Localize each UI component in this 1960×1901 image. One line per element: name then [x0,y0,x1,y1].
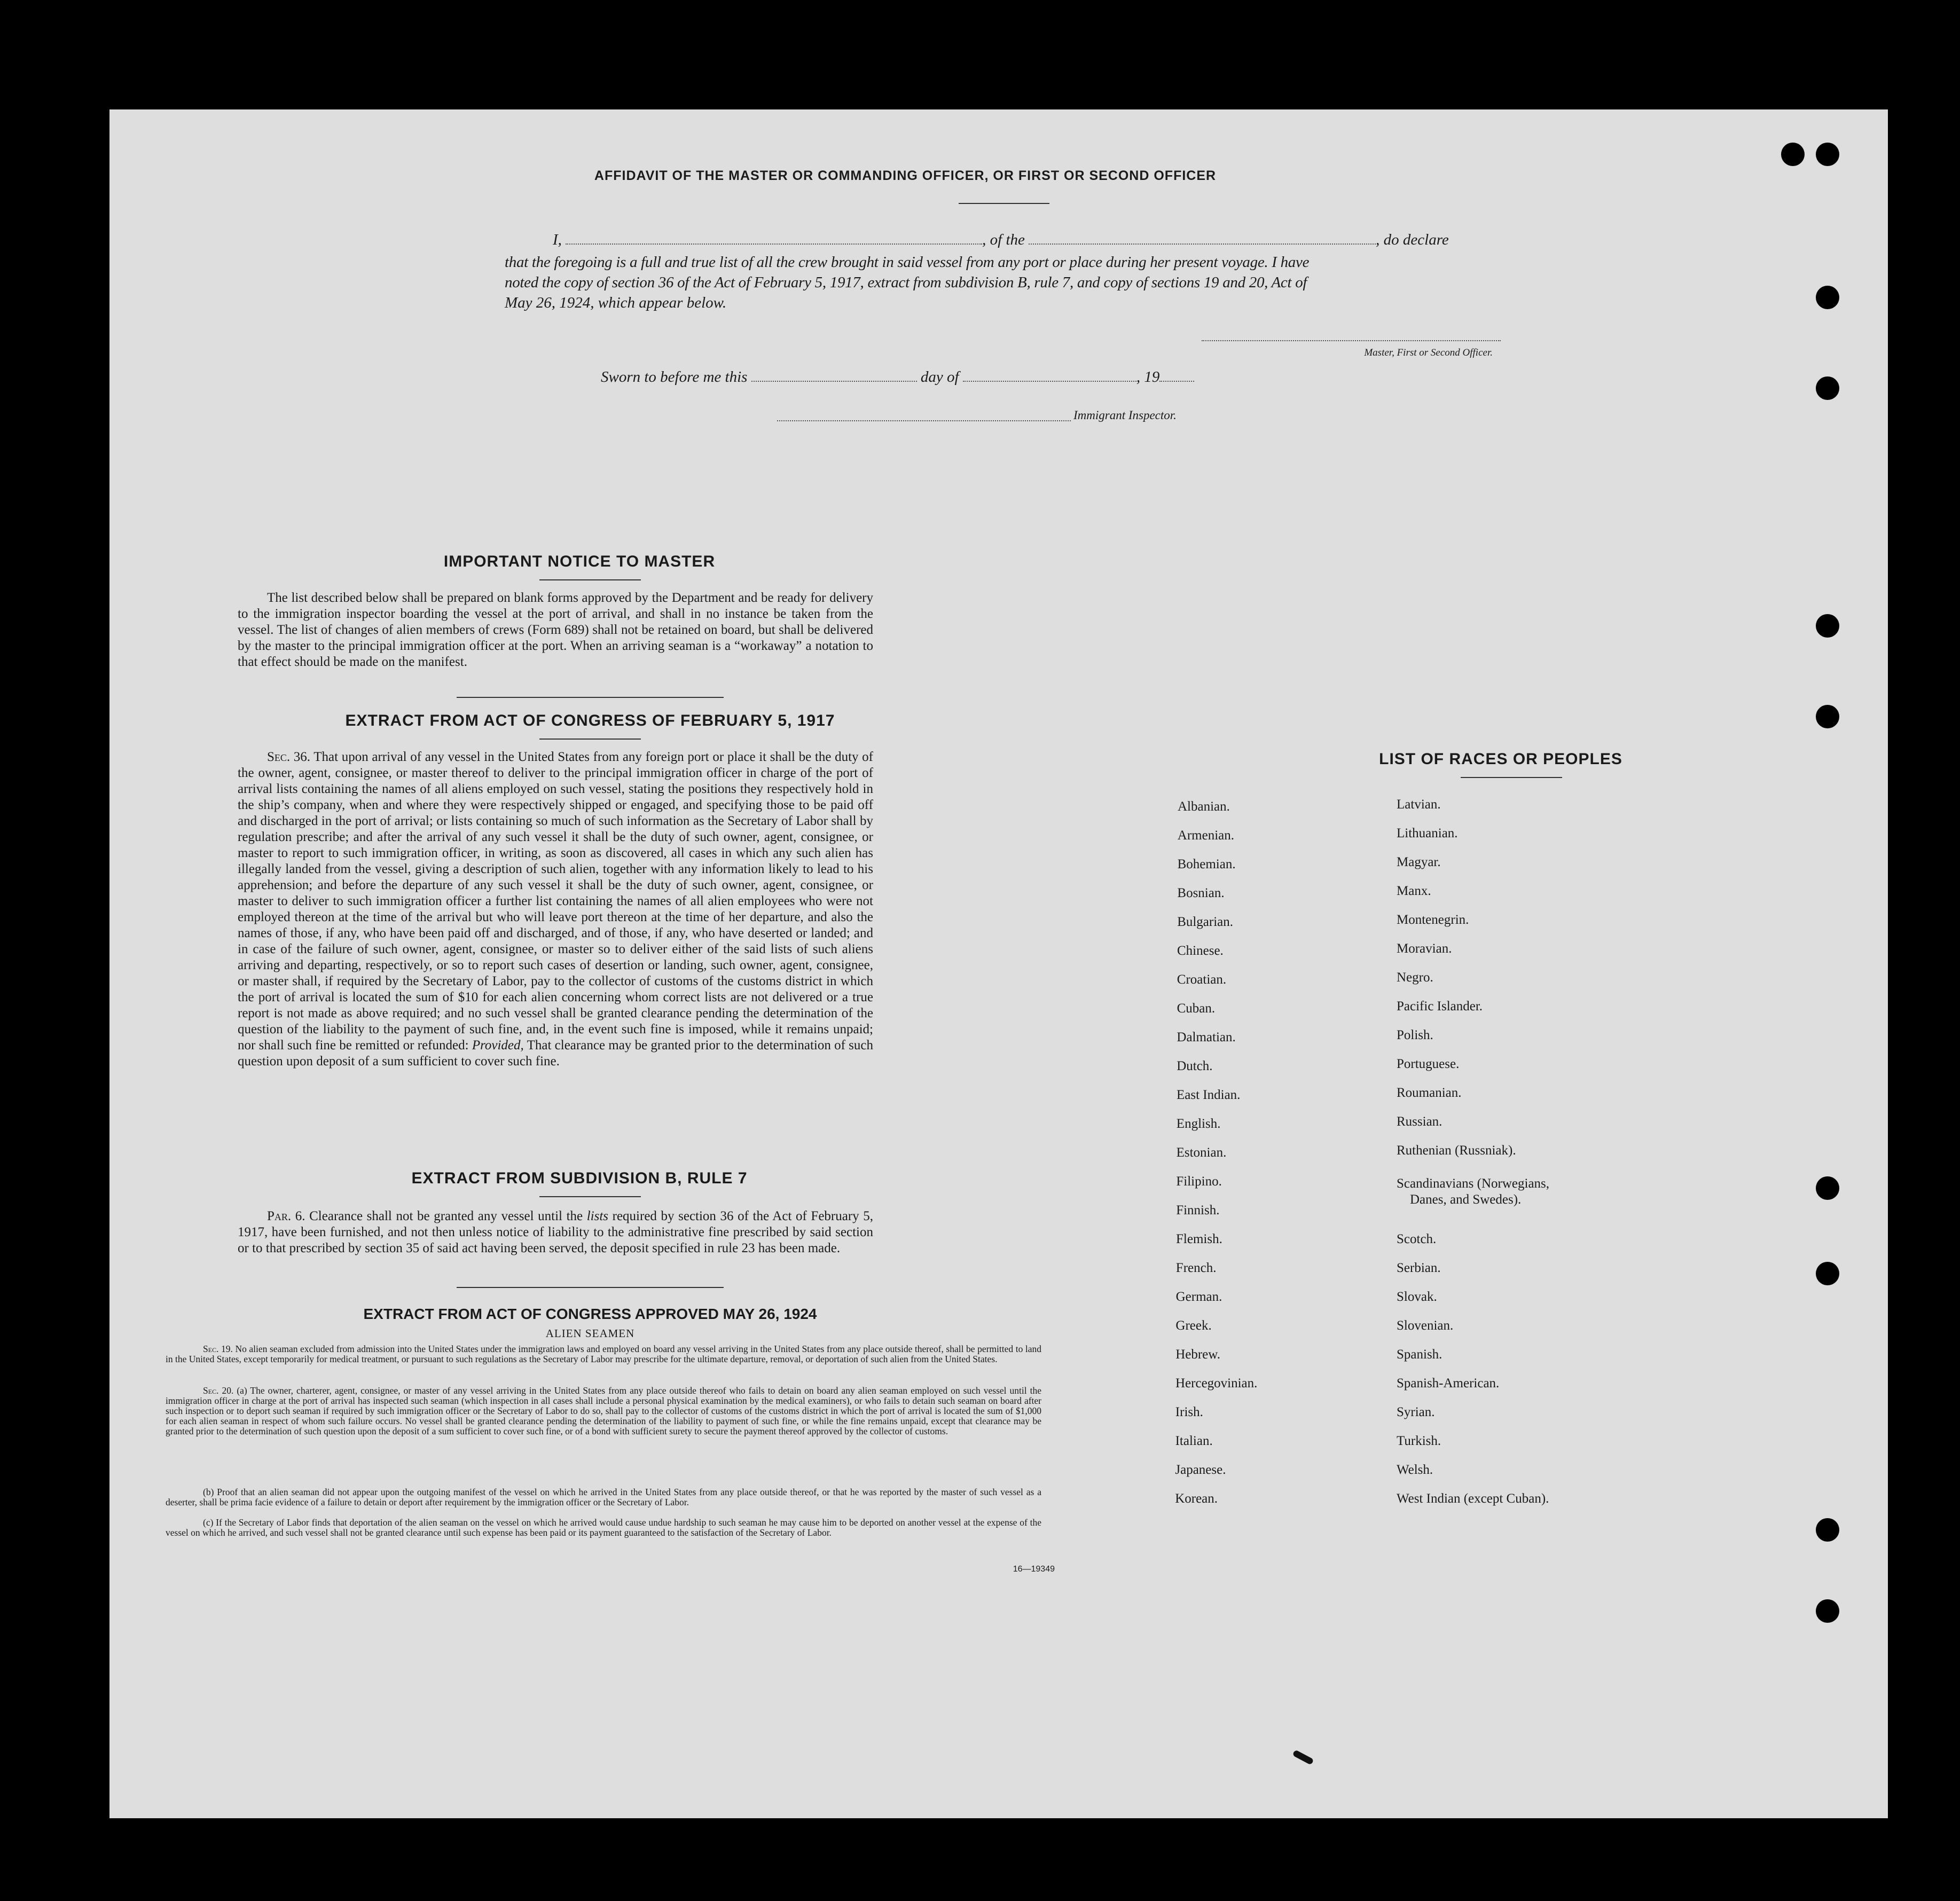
race-item: Slovenian. [1397,1318,1454,1333]
race-item: Montenegrin. [1397,913,1469,927]
race-item: Estonian. [1176,1145,1227,1160]
race-item: Latvian. [1397,797,1441,812]
race-item: Turkish. [1397,1434,1441,1448]
race-item: Scandinavians (Norwegians, [1397,1176,1550,1191]
section-label: Sec. 19. [203,1344,233,1354]
do-declare-label: , do declare [1376,231,1449,248]
race-item: Pacific Islander. [1397,999,1483,1014]
punch-hole [1816,286,1839,309]
race-item: Finnish. [1176,1203,1220,1217]
punch-hole [1816,1262,1839,1285]
act-1917-title: EXTRACT FROM ACT OF CONGRESS OF FEBRUARY 5, 1917 [345,712,835,729]
declaration-line-3: noted the copy of section 36 of the Act of February 5, 1917, extract from subdivision B, rule 7, and copy of sections 19 and 20, Act of [505,274,1307,291]
notice-title: IMPORTANT NOTICE TO MASTER [443,553,716,570]
divider [539,1196,641,1197]
punch-hole [1816,1518,1839,1542]
race-item: Syrian. [1397,1405,1435,1419]
race-item: Hercegovinian. [1175,1376,1258,1391]
race-item: Welsh. [1397,1463,1433,1477]
affidavit-title: AFFIDAVIT OF THE MASTER OR COMMANDING OFFICER, OR FIRST OR SECOND OFFICER [594,168,1217,183]
sworn-day-field[interactable] [751,381,917,382]
race-item: Roumanian. [1397,1086,1462,1100]
punch-hole [1816,1599,1839,1623]
rule-7-title: EXTRACT FROM SUBDIVISION B, RULE 7 [411,1169,748,1187]
form-number: 16—19349 [1013,1565,1055,1574]
section-label: Sec. 36. [267,750,311,764]
act-1924-sec-20b [166,1487,1041,1507]
sworn-label: Sworn to before me this [601,368,748,386]
race-item: Serbian. [1397,1261,1441,1275]
act-1924-subtitle: ALIEN SEAMEN [545,1327,635,1340]
master-signature-line[interactable] [1202,340,1501,341]
speck [1292,1749,1314,1765]
sec-20b-body: (b) Proof that an alien seaman did not appear upon the outgoing manifest of the vessel on which he arrived in the United States from any place outside thereof, or that he was reported by the master of such vessel as a deserter, shall be prima facie evidence of a failure to detain or deport after requirement by the immigration officer or the Secretary of Labor. [166,1487,1041,1507]
punch-hole [1781,143,1805,166]
notice-body: The list described below shall be prepared on blank forms approved by the Department and be ready for delivery to the immigration inspector boarding the vessel at the port of arrival, and shall in no instance be taken from the vessel. The list of changes of alien members of crews (Form 689) shall not be retained on board, but shall be delivered by the master to the principal immigration officer at the port. When an arriving seaman is a “workaway” a notation to that effect should be made on the manifest. [238,591,873,669]
declaration-line-2: that the foregoing is a full and true list of all the crew brought in said vessel from any port or place during her present voyage. I have [505,254,1310,271]
declaration-line-4: May 26, 1924, which appear below. [505,294,727,311]
race-item: Bulgarian. [1177,915,1234,929]
race-item: French. [1175,1261,1217,1275]
race-item: Portuguese. [1397,1057,1460,1071]
race-item: Ruthenian (Russniak). [1397,1143,1516,1158]
vessel-field[interactable] [1029,243,1376,245]
divider [457,1287,724,1288]
punch-hole [1816,1176,1839,1200]
race-item: Filipino. [1176,1174,1222,1189]
race-item: Manx. [1397,884,1431,898]
punch-hole [1816,705,1839,728]
divider [539,739,641,740]
act-1924-sec-20c [166,1518,1041,1538]
of-the-label: , of the [982,231,1025,248]
act-1917-text [238,749,873,1070]
punch-hole [1816,614,1839,638]
race-item: Danes, and Swedes). [1410,1192,1522,1207]
race-item: Japanese. [1175,1463,1226,1477]
race-item: Lithuanian. [1397,826,1458,840]
master-caption: Master, First or Second Officer. [1364,347,1493,358]
race-item: Spanish. [1397,1347,1442,1362]
act-1917-body: That upon arrival of any vessel in the United States from any foreign port or place it shall be the duty of the owner, agent, consignee, or master thereof to deliver to the principal immigration officer in charge of the port of arrival lists containing the names of all aliens employed on such vessel, stating the positions they respectively hold in the ship’s company, when and where they were respectively shipped or engaged, and specifying those to be paid off and discharged in the port of arrival; or lists containing so much of such information as the Secretary of Labor shall by regulation prescribe; and after the arrival of any such vessel it shall be the duty of such owner, agent, consignee, or master to report to such immigration officer, in writing, as soon as discovered, all cases in which any such alien has illegally landed from the vessel, giving a description of such alien, together with any information likely to lead to his apprehension; and before the departure of any such vessel it shall be the duty of such owner, agent, consignee, or master to deliver to such immigration officer a further list containing the names of all alien employees who were not employed thereon at the time of the arrival but who will leave port thereon at the time of her departure, and also the names of those, if any, who have been paid off and discharged, and of those, if any, who have deserted or landed; and in case of the failure of such owner, agent, consignee, or master so to deliver either of the said lists of such aliens arriving and departing, respectively, or so to report such cases of desertion or landing, such owner, agent, consignee, or master shall, if required by the Secretary of Labor, pay to the collector of customs of the customs district in which the port of arrival is located the sum of $10 for each alien concerning whom correct lists are not delivered or a true report is not made as above required; and no such vessel shall be granted clearance pending the determination of the question of the liability to the payment of such fine, and, in the event such fine is imposed, while it remains unpaid; nor shall such fine be remitted or refunded: [238,750,873,1052]
notice-text [238,590,873,670]
race-item: Flemish. [1176,1232,1222,1246]
race-item: English. [1176,1117,1221,1131]
race-item: Moravian. [1397,941,1452,956]
race-item: Greek. [1175,1318,1212,1333]
i-label: I, [553,231,562,248]
race-item: Irish. [1175,1405,1203,1419]
act-1924-sec-19 [166,1344,1041,1364]
punch-hole [1816,376,1839,400]
race-item: Italian. [1175,1434,1213,1448]
act-1924-title: EXTRACT FROM ACT OF CONGRESS APPROVED MAY 26, 1924 [363,1306,817,1322]
race-item: East Indian. [1177,1088,1241,1102]
sec-20c-body: (c) If the Secretary of Labor finds that deportation of the alien seaman on the vessel on which he arrived would cause undue hardship to such seaman he may cause him to be deported on another vessel at the expense of the vessel on which he arrived, and such vessel shall not be granted clearance until such expense has been paid or its payment guaranteed to the satisfaction of the Secretary of Labor. [166,1517,1041,1538]
rule-7-body: Clearance shall not be granted any vessel until the [309,1209,583,1223]
inspector-signature-line[interactable] [777,420,1071,421]
sec-19-body: No alien seaman excluded from admission into the United States under the immigration laws and employed on board any vessel arriving in the United States from any place outside thereof, shall be permitted to land in the United States, except temporarily for medical treatment, or pursuant to such regulations as the Secretary of Labor may prescribe for the ultimate departure, removal, or deportation of such alien from the United States. [166,1344,1042,1364]
day-of-label: day of [920,368,959,386]
punch-hole [1816,143,1839,166]
race-item: Bohemian. [1177,857,1236,871]
race-item: Polish. [1397,1028,1433,1042]
race-item: West Indian (except Cuban). [1397,1491,1549,1506]
race-item: Magyar. [1397,855,1441,869]
document-sheet [109,109,1888,1818]
divider [457,697,724,698]
race-item: Negro. [1397,970,1433,985]
section-label: Sec. 20. [203,1385,234,1396]
race-item: Croatian. [1177,972,1227,987]
divider [539,579,641,580]
race-item: Chinese. [1177,944,1224,958]
sworn-month-field[interactable] [963,381,1136,382]
race-item: Albanian. [1178,799,1230,814]
race-item: Dalmatian. [1177,1030,1236,1044]
paragraph-label: Par. 6. [267,1209,305,1223]
declaration-line [505,231,1503,249]
divider [1461,777,1562,778]
divider [959,203,1049,204]
rule-7-text [238,1208,873,1256]
inspector-caption: Immigrant Inspector. [1073,409,1177,422]
sec-20a-body: (a) The owner, charterer, agent, consignee, or master of any vessel arriving in the United States from any place outside thereof who fails to detain on board any alien seaman employed on such vessel until the immigration officer in charge at the port of arrival has inspected such seaman (which inspection in all cases shall include a personal physical examination by the medical examiners), or who fails to detain such seaman on board after such inspection or to deport such seaman if required by such immigration officer or the Secretary of Labor to do so, shall pay to the collector of customs of the customs district in which the port of arrival is located the sum of $1,000 for each alien seaman in respect of whom such failure occurs. No vessel shall be granted clearance pending the determination of the liability to payment of such fine, or while the fine remains unpaid, except that clearance may be granted prior to the determination of such question upon the deposit of a sum sufficient to cover such fine, or of a bond with sufficient surety to secure the payment thereof approved by the collector of customs. [166,1385,1041,1436]
race-item: Hebrew. [1175,1347,1220,1362]
race-item: Spanish-American. [1397,1376,1500,1391]
act-1917-body-end: That clearance may be granted prior to the determination of such question upon deposit of a sum sufficient to cover such fine. [238,1038,873,1069]
race-item: Slovak. [1397,1290,1437,1304]
race-item: Cuban. [1177,1001,1216,1016]
provided-label: Provided, [472,1038,524,1052]
sworn-line [601,368,1402,386]
rule-7-body-end: required by section 36 of the Act of February 5, 1917, have been furnished, and not then unless notice of liability to the administrative fine prescribed by said section or to that prescribed by section 35 of said act having been served, the deposit specified in rule 23 has been made. [238,1209,874,1255]
race-item: Armenian. [1177,828,1235,843]
lists-label: lists [586,1209,609,1223]
sworn-year-field[interactable] [1159,381,1194,382]
race-item: German. [1175,1290,1222,1304]
year-label: , 19 [1136,368,1160,386]
race-item: Bosnian. [1177,886,1225,900]
race-item: Russian. [1397,1114,1442,1129]
race-item: Scotch. [1397,1232,1437,1246]
races-title: LIST OF RACES OR PEOPLES [1379,750,1622,768]
race-item: Korean. [1175,1491,1218,1506]
name-field[interactable] [566,243,982,245]
act-1924-sec-20a [166,1386,1041,1436]
race-item: Dutch. [1177,1059,1213,1073]
